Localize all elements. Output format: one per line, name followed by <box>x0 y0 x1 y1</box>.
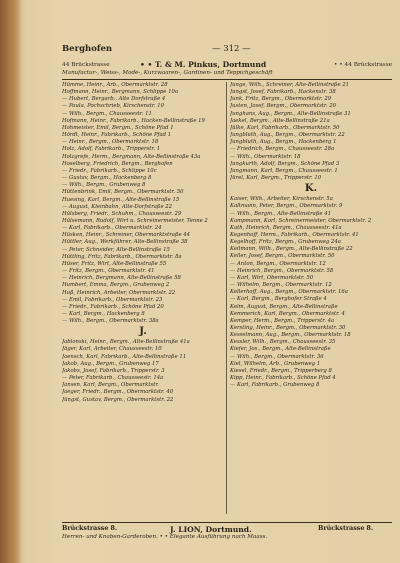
directory-entry: Kegenhoff, Herm., Fabrikarb., Obermarktstr. 41 <box>230 231 359 238</box>
directory-entry: — Friedr., Fabrikarb., Schlippe 10c <box>62 167 157 174</box>
directory-entry: Kiel, Wilhelm, Arb., Grubenweg 1 <box>230 360 321 367</box>
bottom-advertisement <box>62 522 392 541</box>
directory-entry: Jungmann, Karl, Bergm., Chausseestr. 1 <box>230 167 338 174</box>
top-advertisement <box>62 61 392 80</box>
directory-entry: Kath, Heinrich, Bergm., Chausseestr. 41a <box>230 224 342 231</box>
directory-entry: Kampmann, Karl, Schreinermeister, Obermarktstr. 2 <box>230 217 372 224</box>
directory-entry: Hoffmann, Heinr., Bergmann, Schlippe 10a <box>62 89 179 96</box>
directory-entry: Jülke, Karl, Fabrikarb., Obermarktstr. 50 <box>230 124 340 131</box>
left-entry-list <box>62 82 224 325</box>
directory-entry: — Friedr., Fabrikarb., Schöne Pfad 20 <box>62 303 164 310</box>
directory-entry: Hüttler, Aug., Werkführer, Alte-Bellinstraße 38 <box>62 239 188 246</box>
directory-entry: Jürel, Karl, Bergm., Tripperstr. 10 <box>230 175 322 182</box>
directory-entry: Hümme, Heinr., Arb., Obermarktstr. 28 <box>62 82 168 88</box>
directory-entry: Jakobs, Josef, Fabrikarb., Tripperstr. 3 <box>62 367 165 374</box>
bottom-ad-left: Brückstrasse 8. <box>62 525 118 532</box>
directory-entry: — Wilh., Bergm., Obermarktstr. 36 <box>230 353 324 360</box>
directory-entry: Justen, Josef, Bergm., Obermarktstr. 20 <box>230 103 336 110</box>
directory-entry: Junk, Fritz, Bergm., Obermarktstr. 29 <box>230 96 332 103</box>
directory-entry: Holzgrefe, Herm., Bergmann, Alte-Bellinstraße 43a <box>62 153 201 160</box>
directory-entry: — Wilh., Bergm., Grubenweg 8 <box>62 182 146 189</box>
top-ad-left: 44 Brückstrasse <box>62 62 110 68</box>
j-entry-list <box>62 339 224 403</box>
directory-entry: Jungbluth, Aug., Bergm., Hackenberg 1 <box>230 139 337 146</box>
directory-entry: — Friedrich, Bergm., Chausseestr. 28a <box>230 146 335 153</box>
directory-entry: Jungbluth, Aug., Bergm., Obermarktstr. 22 <box>230 132 345 139</box>
directory-entry: Hördt, Heinr., Fabrikarb., Schöne Pfad 1 <box>62 132 172 139</box>
directory-entry: Keller, Josef, Bergm., Obermarktstr. 50 <box>230 253 335 260</box>
directory-entry: Jungkurth, Adolf, Bergm., Schöne Pfad 3 <box>230 160 340 167</box>
directory-entry: Kipp, Heinr., Fabrikarb., Schöne Pfad 4 <box>230 375 336 382</box>
directory-entry: — Heinr., Bergm., Obermarktstr. 18 <box>62 139 159 146</box>
directory-entry: Kesselmann, Aug., Bergm., Obermarktstr. 18 <box>230 332 351 339</box>
directory-entry: Jaensch, Karl, Fabrikarb., Alte-Bellinstraße 11 <box>62 353 187 360</box>
letter-heading-j: J. <box>139 326 147 338</box>
directory-entry: Hüttenbrink, Emil, Bergm., Obermarktstr. 50 <box>62 189 184 196</box>
book-binding <box>0 0 22 563</box>
directory-entry: — Karl, Bergm., Hackenberg 8 <box>62 311 145 317</box>
directory-entry: Jansen, Karl, Bergm., Obermarktstr. <box>62 382 159 389</box>
directory-entry: Kessler, Wilh., Bergm., Chausseestr. 35 <box>230 339 336 346</box>
directory-entry: — August, Kleinbahn, Alte-Dorfstraße 22 <box>62 203 172 210</box>
directory-entry: — Karl, Bergm., Berghofer Straße 4 <box>230 296 327 303</box>
directory-entry: Hofmann, Heinr., Fabrikarb., Hacken-Bellinstraße 19 <box>62 117 205 124</box>
directory-entry: Junge, Wilh., Schreiner, Alte-Bellinstraße 21 <box>230 82 349 88</box>
k-entry-list <box>230 196 392 389</box>
bottom-ad-line2: Herren- und Knaben-Garderoben. • • Elegante Ausführung nach Maass. <box>62 534 268 540</box>
directory-entry: Huß, Heinrich, Arbeiter, Obermarktstr. 22 <box>62 289 176 296</box>
directory-entry: Kegelhoff, Fritz, Bergm., Grubenweg 24a <box>230 239 341 246</box>
directory-entry: Kemper, Herm., Bergm., Tripperstr. 4a <box>230 317 335 324</box>
directory-entry: Kellerhoff, Aug., Bergm., Obermarktstr. 16a <box>230 289 348 296</box>
directory-entry: Kemmerich, Karl, Bergm., Obermarktstr. 4 <box>230 310 345 317</box>
left-column <box>62 82 224 404</box>
directory-entry: Huesing, Karl, Bergm., Alte-Bellinstraße 15 <box>62 196 180 203</box>
directory-entry: Jaekel, Bergm., Alte-Bellinstraße 21a <box>230 117 330 124</box>
directory-entry: Humbert, Emma, Bergm., Grubenweg 2 <box>62 282 170 289</box>
directory-entry: — Emil, Fabrikarb., Obermarktstr. 23 <box>62 296 163 303</box>
directory-entry: — Wilh., Bergm., Obermarktstr. 38a <box>62 318 159 325</box>
directory-entry: — Wilh., Bergm., Alte-Bellinstraße 41 <box>230 210 331 217</box>
directory-entry: — Gustav, Bergm., Hackenberg 8 <box>62 175 152 182</box>
directory-entry: — Paula, Pochschrieb, Kirschenstr. 10 <box>62 103 164 110</box>
top-ad-line2: Manufactur-, Weiss-, Mode-, Kurzwaaren-, Gardinen- und Teppichgeschäft <box>62 70 273 76</box>
directory-entry: — Heinrich, Bergm., Obermarktstr. 58 <box>230 267 334 274</box>
directory-entry: Jüngst, Gustav, Bergm., Obermarktstr. 22 <box>62 396 174 403</box>
letter-heading-k: K. <box>304 183 318 195</box>
directory-entry: Kelm, August, Bergm., Alte-Bellinstraße <box>230 303 338 310</box>
directory-entry: Kersting, Heinr., Bergm., Obermarktstr. 30 <box>230 325 346 331</box>
directory-entry: — Wilhelm, Bergm., Obermarktstr. 12 <box>230 282 332 289</box>
directory-entry: — Fritz, Bergm., Obermarktstr. 41 <box>62 268 155 275</box>
directory-entry: Jungst, Josef, Fabrikarb., Hackenstr. 38 <box>230 89 336 96</box>
directory-entry: Hüttling, Fritz, Fabrikarb., Obermarktstr. 8a <box>62 253 182 260</box>
directory-entry: Keilmann, Wilh., Bergm., Alte-Bellinstraße 22 <box>230 246 353 253</box>
directory-entry: Kaiser, Wilh., Arbeiter, Kirschenstr. 5a <box>230 196 333 203</box>
page-header <box>62 44 392 58</box>
directory-entry: Hüser, Fritz, Wirt, Alte-Bellinstraße 55 <box>62 260 167 267</box>
bottom-ad-right: Brückstrasse 8. <box>318 525 374 532</box>
bottom-ad-company: J. LION, Dortmund. <box>170 525 252 534</box>
directory-entry: — Karl, Fabrikarb., Grubenweg 8 <box>230 382 320 389</box>
directory-entry: Jäger, Karl, Arbeiter, Chausseestr. 10 <box>62 346 162 353</box>
directory-entry: Hoselberg, Friedrich, Bergm., Berghofen <box>62 160 173 167</box>
directory-entry: Jaeger, Friedr., Bergm., Obermarktstr. 40 <box>62 389 174 396</box>
section-title: Berghofen <box>62 44 113 54</box>
directory-entry: — Peter, Schneider, Alte-Bellinstraße 15 <box>62 246 170 253</box>
directory-entry: — Wilh., Bergm., Chausseestr. 11 <box>62 110 152 117</box>
right-entry-list <box>230 82 392 182</box>
directory-entry: Hülsberg, Friedr., Schuhm., Chausseestr. 29 <box>62 210 182 217</box>
page-number: — 312 — <box>212 44 251 54</box>
directory-entry: — Wilh., Obermarktstr. 18 <box>230 153 301 160</box>
directory-entry: Jakob, Aug., Bergm., Grubenweg 17 <box>62 360 159 367</box>
directory-entry: Hüsken, Heinr., Schreiner, Obermarktstraße 44 <box>62 232 191 239</box>
top-ad-right: • • 44 Brückstrasse <box>334 62 393 68</box>
right-column <box>230 82 392 389</box>
directory-entry: Kiesel, Friedr., Bergm., Tripperberg 8 <box>230 367 332 374</box>
column-divider <box>226 82 227 514</box>
directory-entry: Kaltmann, Peter, Bergm., Obermarktstr. 9 <box>230 203 343 210</box>
directory-entry: Hülsemann, Rudolf, Wirt u. Schreinermeister, Tenne 2 <box>62 217 208 224</box>
directory-entry: — Karl, Fabrikarb., Obermarktstr. 24 <box>62 225 162 232</box>
directory-entry: Kiefer, Jos., Bergm., Alte-Bellinstraße <box>230 346 331 353</box>
directory-entry: Holz, Adolf, Fabrikarb., Tripperstr. 1 <box>62 146 161 153</box>
directory-entry: — Heinrich, Bergmann, Alte-Bellinstraße 58 <box>62 275 181 282</box>
top-ad-company: • • T. & M. Pinkus, Dortmund <box>140 60 267 69</box>
directory-entry: Jablonski, Heinr., Bergm., Alte-Bellinstraße 41a <box>62 339 190 346</box>
directory-entry: Hohmeister, Emil, Bergm., Schöne Pfad 1 <box>62 124 174 131</box>
directory-entry: — Hubert, Bergarb., Alte Dorfstraße 4 <box>62 96 166 103</box>
directory-entry: Junghans, Aug., Bergm., Alte-Bellinstraße 31 <box>230 110 351 117</box>
directory-entry: — Anton, Bergm., Obermarktstr. 12 <box>230 260 326 267</box>
directory-entry: — Peter, Fabrikarb., Chausseestr. 14a <box>62 375 164 382</box>
directory-entry: — Karl, Wirt, Obermarktstr. 50 <box>230 274 314 281</box>
